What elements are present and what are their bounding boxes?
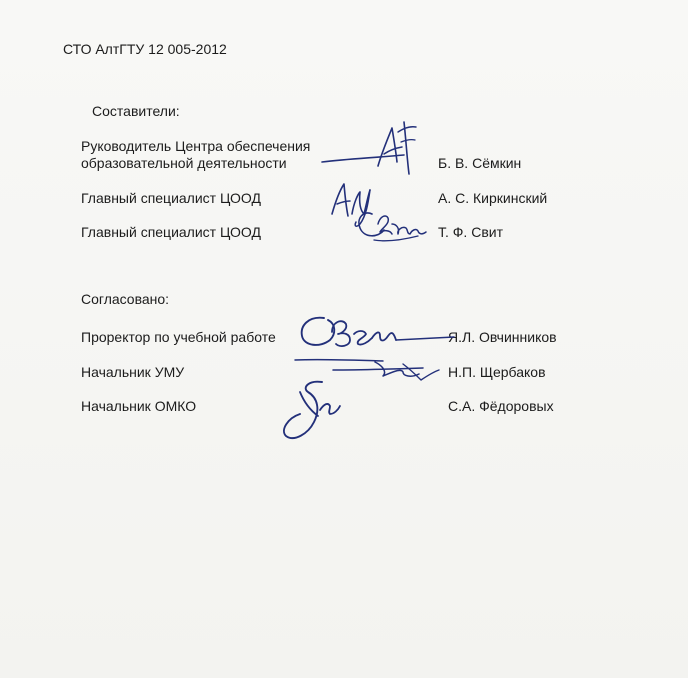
document-code: СТО АлтГТУ 12 005-2012 [63, 41, 227, 57]
approvals-heading: Согласовано: [81, 291, 170, 307]
compiler-1-position-line1: Руководитель Центра обеспечения [81, 138, 311, 154]
compiler-1-position-line2: образовательной деятельности [81, 155, 287, 171]
approval-2-name: Н.П. Щербаков [448, 364, 546, 380]
signature-ovchinnikov [298, 312, 458, 354]
signature-svit [352, 200, 432, 250]
approval-2-position: Начальник УМУ [81, 364, 185, 380]
compiler-2-position: Главный специалист ЦООД [81, 190, 261, 206]
compiler-3-position: Главный специалист ЦООД [81, 224, 261, 240]
compilers-heading: Составители: [92, 103, 180, 119]
signature-fedorovykh [278, 376, 348, 446]
approval-3-position: Начальник ОМКО [81, 398, 197, 414]
approval-3-name: С.А. Фёдоровых [448, 398, 554, 414]
compiler-1-name: Б. В. Сёмкин [438, 155, 522, 171]
approval-1-name: Я.Л. Овчинников [448, 329, 557, 345]
compiler-3-name: Т. Ф. Свит [438, 224, 503, 240]
approval-1-position: Проректор по учебной работе [81, 329, 276, 345]
compiler-2-name: А. С. Киркинский [438, 190, 548, 206]
